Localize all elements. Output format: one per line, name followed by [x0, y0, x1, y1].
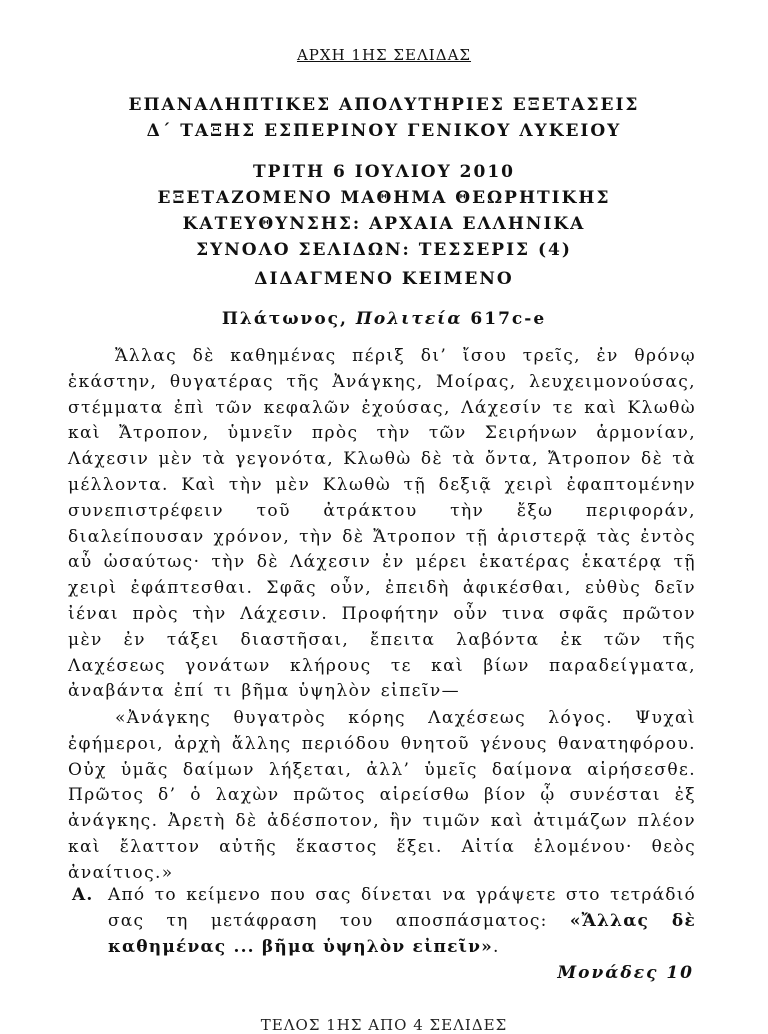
exam-date: ΤΡΙΤΗ 6 ΙΟΥΛΙΟΥ 2010	[253, 162, 515, 182]
source-reference	[0, 306, 768, 332]
exam-pages-total: ΣΥΝΟΛΟ ΣΕΛΙΔΩΝ: ΤΕΣΣΕΡΙΣ (4)	[196, 240, 572, 260]
page-marker-header: ΑΡΧΗ 1ΗΣ ΣΕΛΙΔΑΣ	[296, 46, 472, 64]
passage-text	[68, 344, 696, 705]
question-marks: Μονάδες 10	[557, 963, 694, 983]
passage-paragraph-1: Ἄλλας δὲ καθημένας πέριξ δι’ ἴσου τρεῖς, ἐν θρόνῳ ἑκάστην, θυγατέρας τῆς Ἀνάγκης, Μοίρας, λευχειμονούσας, στέμματα ἐπὶ τῶν κεφαλῶν ἐχούσας, Λάχεσίν τε καὶ Κλωθὼ καὶ Ἄτροπον, ὑμνεῖν πρὸς τὴν τῶν Σειρήνων ἁρμονίαν, Λάχεσιν μὲν τὰ γεγονότα, Κλωθὼ δὲ τὰ ὄντα, Ἄτροπον δὲ τὰ μέλλοντα. Καὶ τὴν μὲν Κλωθὼ τῇ δεξιᾷ χειρὶ ἐφαπτομένην συνεπιστρέφειν τοῦ ἀτράκτου τὴν ἔξω περιφοράν, διαλείπουσαν χρόνον, τὴν δὲ Ἄτροπον τῇ ἀριστερᾷ τὰς ἐντὸς αὖ ὡσαύτως· τὴν δὲ Λάχεσιν ἐν μέρει ἑκατέρας ἑκατέρᾳ τῇ χειρὶ ἐφάπτεσθαι. Σφᾶς οὖν, ἐπειδὴ ἀφικέσθαι, εὐθὺς δεῖν ἰέναι πρὸς τὴν Λάχεσιν. Προφήτην οὖν τινα σφᾶς πρῶτον μὲν ἐν τάξει διαστῆσαι, ἔπειτα λαβόντα ἐκ τῶν τῆς Λαχέσεως γονάτων κλήρους τε καὶ βίων παραδείγματα, ἀναβάντα ἐπί τι βῆμα ὑψηλὸν εἰπεῖν—	[68, 346, 696, 702]
section-title: ΔΙΔΑΓΜΕΝΟ ΚΕΙΜΕΝΟ	[254, 269, 514, 289]
exam-subject-line1: ΕΞΕΤΑΖΟΜΕΝΟ ΜΑΘΗΜΑ ΘΕΩΡΗΤΙΚΗΣ	[157, 188, 611, 208]
question-end: .	[492, 937, 500, 957]
question-a	[68, 882, 696, 986]
exam-title-line2: Δ΄ ΤΑΞΗΣ ΕΣΠΕΡΙΝΟΥ ΓΕΝΙΚΟΥ ΛΥΚΕΙΟΥ	[146, 121, 622, 141]
exam-title	[0, 92, 768, 144]
passage-paragraph-2: «Ἀνάγκης θυγατρὸς κόρης Λαχέσεως λόγος. Ψυχαὶ ἐφήμεροι, ἀρχὴ ἄλλης περιόδου θνητοῦ γένους θανατηφόρου. Οὐχ ὑμᾶς δαίμων λήξεται, ἀλλ’ ὑμεῖς δαίμονα αἱρήσεσθε. Πρῶτος δ’ ὁ λαχὼν πρῶτος αἱρείσθω βίον ᾧ συνέσται ἐξ ἀνάγκης. Ἀρετὴ δὲ ἀδέσποτον, ἣν τιμῶν καὶ ἀτιμάζων πλέον καὶ ἔλαττον αὐτῆς ἕκαστος ἕξει. Αἰτία ἑλομένου· θεὸς ἀναίτιος.»	[68, 708, 696, 883]
exam-title-line1: ΕΠΑΝΑΛΗΠΤΙΚΕΣ ΑΠΟΛΥΤΗΡΙΕΣ ΕΞΕΤΑΣΕΙΣ	[128, 95, 640, 115]
question-instruction: Από το κείμενο που σας δίνεται να γράψετε στο τετράδιό σας τη μετάφραση του αποσπάσματος:	[108, 885, 696, 931]
exam-subject-line2: ΚΑΤΕΥΘΥΝΣΗΣ: ΑΡΧΑΙΑ ΕΛΛΗΝΙΚΑ	[182, 214, 586, 234]
question-text	[108, 882, 696, 986]
passage-quote	[68, 706, 696, 887]
source-work: Πολιτεία	[355, 309, 463, 329]
question-quote: «Ἄλλας δὲ καθημένας ... βῆμα ὑψηλὸν εἰπεῖν»	[108, 911, 696, 957]
source-author: Πλάτωνος,	[221, 309, 348, 329]
source-passage-ref: 617c-e	[470, 309, 547, 329]
exam-info	[0, 159, 768, 263]
question-letter: Α.	[72, 885, 94, 905]
page-footer-cut: ΤΕΛΟΣ 1ΗΣ ΑΠΟ 4 ΣΕΛΙΔΕΣ	[260, 1016, 508, 1034]
